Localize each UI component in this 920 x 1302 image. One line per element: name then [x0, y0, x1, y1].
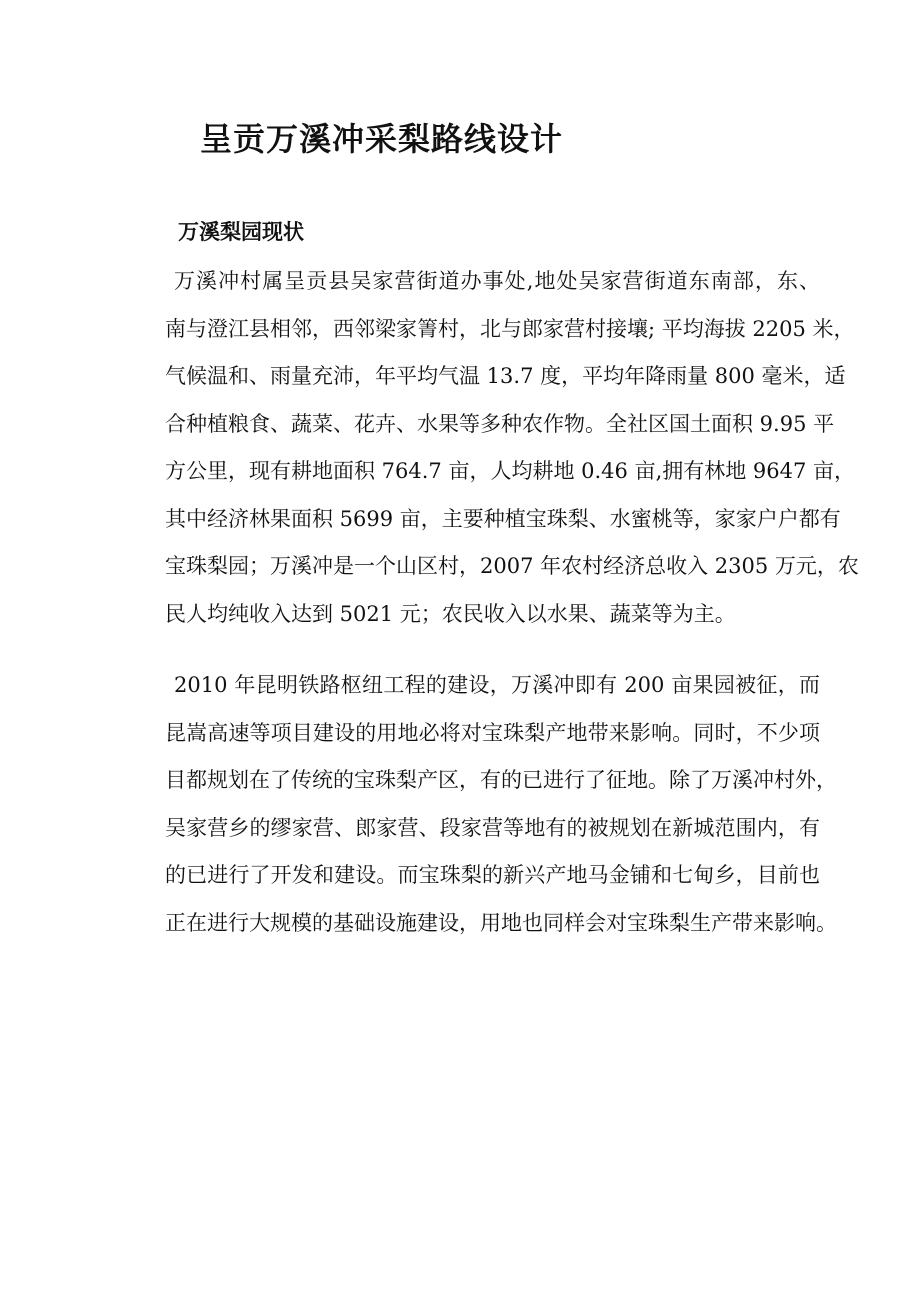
paragraph-line: 合种植粮食、蔬菜、花卉、水果等多种农作物。全社区国土面积 9.95 平 — [165, 411, 835, 436]
paragraph-line: 2010 年昆明铁路枢纽工程的建设，万溪冲即有 200 亩果园被征，而 — [174, 673, 820, 697]
paragraph-line: 其中经济林果面积 5699 亩，主要种植宝珠梨、水蜜桃等，家家户户都有 — [165, 506, 841, 531]
paragraph-line: 昆嵩高速等项目建设的用地必将对宝珠梨产地带来影响。同时，不少项 — [165, 720, 820, 745]
paragraph-line: 正在进行大规模的基础设施建设，用地也同样会对宝珠梨生产带来影响。 — [165, 910, 837, 935]
paragraph-line: 目都规划在了传统的宝珠梨产区，有的已进行了征地。除了万溪冲村外， — [165, 768, 837, 792]
paragraph-line: 的已进行了开发和建设。而宝珠梨的新兴产地马金铺和七甸乡，目前也 — [165, 863, 820, 887]
paragraph-1 — [165, 266, 859, 646]
paragraph-line: 方公里，现有耕地面积 764.7 亩，人均耕地 0.46 亩,拥有林地 9647 亩， — [165, 459, 856, 483]
paragraph-line: 宝珠梨园；万溪冲是一个山区村，2007 年农村经济总收入 2305 万元，农 — [165, 554, 859, 578]
document-title: 呈贡万溪冲采梨路线设计 — [200, 120, 564, 158]
paragraph-line: 气候温和、雨量充沛，年平均气温 13.7 度，平均年降雨量 800 毫米，适 — [165, 364, 846, 388]
section-heading: 万溪梨园现状 — [178, 220, 304, 244]
paragraph-line: 吴家营乡的缪家营、郎家营、段家营等地有的被规划在新城范围内，有 — [165, 815, 820, 840]
paragraph-2 — [165, 670, 837, 955]
paragraph-line: 万溪冲村属呈贡县吴家营街道办事处,地处吴家营街道东南部，东、 — [174, 269, 820, 293]
paragraph-line: 民人均纯收入达到 5021 元；农民收入以水果、蔬菜等为主。 — [165, 601, 736, 626]
paragraph-line: 南与澄江县相邻，西邻梁家箐村，北与郎家营村接壤; 平均海拔 2205 米， — [165, 316, 855, 341]
